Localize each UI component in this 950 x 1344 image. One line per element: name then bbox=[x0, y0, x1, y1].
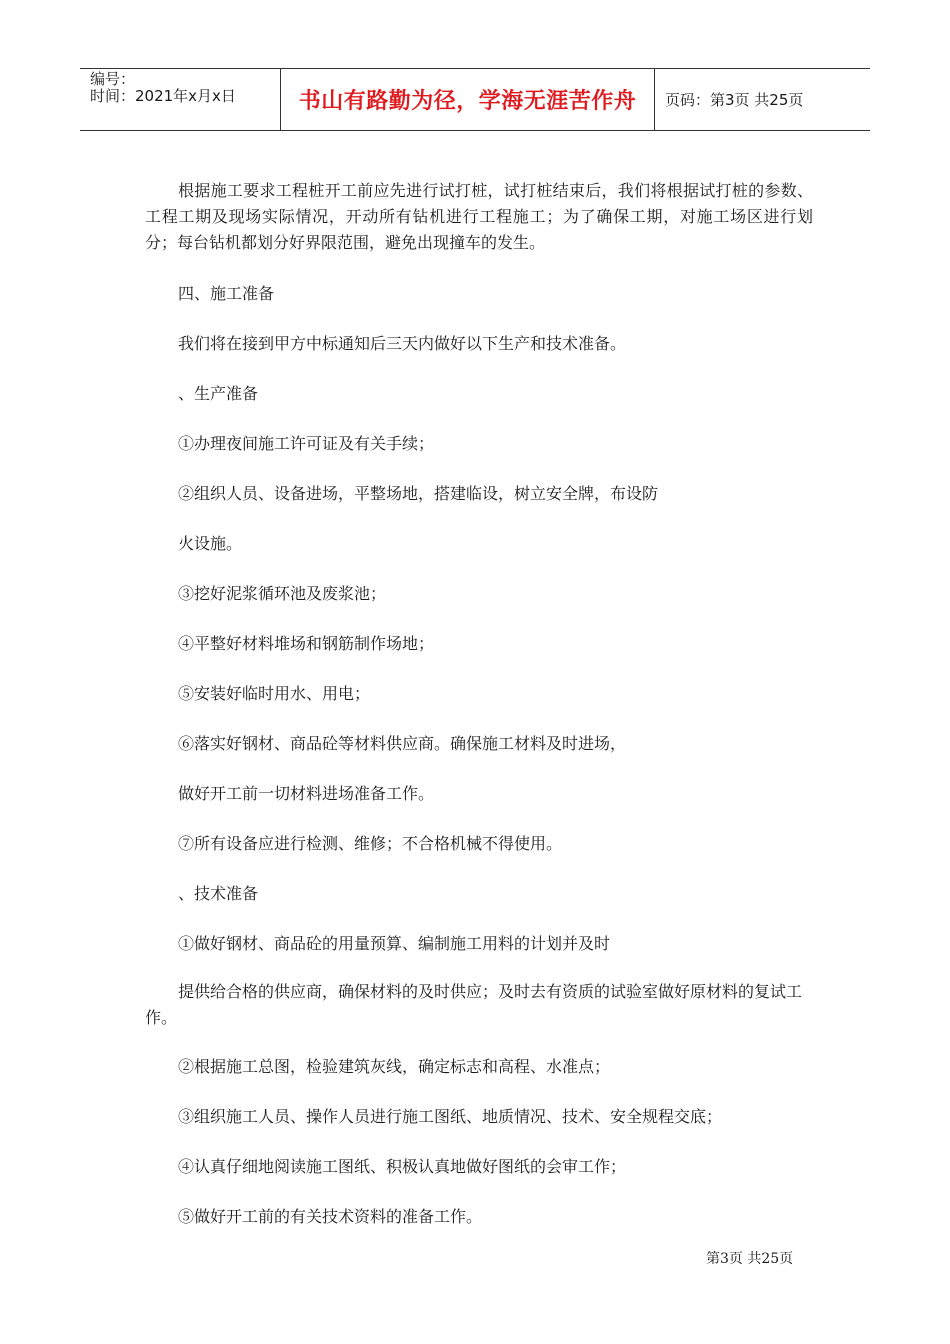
page-header bbox=[80, 68, 870, 131]
list-item-continuation: 提供给合格的供应商，确保材料的及时供应；及时去有资质的试验室做好原材料的复试工作。 bbox=[145, 982, 803, 1027]
list-item: ④认真仔细地阅读施工图纸、积极认真地做好图纸的会审工作； bbox=[178, 1157, 627, 1176]
intro-paragraph-block bbox=[145, 178, 813, 256]
header-meta bbox=[80, 69, 281, 130]
document-time: 时间：2021年x月x日 bbox=[90, 87, 236, 105]
header-motto: 书山有路勤为径，学海无涯苦作舟 bbox=[281, 69, 655, 130]
list-item: ①做好钢材、商品砼的用量预算、编制施工用料的计划并及时 bbox=[178, 934, 611, 953]
subsection-title-production: 、生产准备 bbox=[178, 384, 259, 403]
list-item: ③挖好泥浆循环池及废浆池； bbox=[178, 584, 387, 603]
list-item: ⑦所有设备应进行检测、维修；不合格机械不得使用。 bbox=[178, 834, 563, 853]
list-item-continuation: 做好开工前一切材料进场准备工作。 bbox=[178, 784, 435, 803]
page-footer: 第3页 共25页 bbox=[706, 1251, 794, 1267]
section-intro: 我们将在接到甲方中标通知后三天内做好以下生产和技术准备。 bbox=[178, 334, 627, 353]
list-item: ⑤安装好临时用水、用电； bbox=[178, 684, 371, 703]
list-item: ③组织施工人员、操作人员进行施工图纸、地质情况、技术、安全规程交底； bbox=[178, 1107, 723, 1126]
section-title: 四、施工准备 bbox=[178, 284, 275, 303]
subsection-title-technical: 、技术准备 bbox=[178, 884, 259, 903]
list-item: ②组织人员、设备进场，平整场地，搭建临设，树立安全牌，布设防 bbox=[178, 484, 659, 503]
list-item: ①办理夜间施工许可证及有关手续； bbox=[178, 434, 435, 453]
intro-paragraph: 根据施工要求工程桩开工前应先进行试打桩，试打桩结束后，我们将根据试打桩的参数、工程工期及现场实际情况，开动所有钻机进行工程施工；为了确保工期，对施工场区进行划分；每台钻机都划分好界限范围，避免出现撞车的发生。 bbox=[145, 181, 813, 252]
list-item: ⑤做好开工前的有关技术资料的准备工作。 bbox=[178, 1207, 483, 1226]
document-number: 编号： bbox=[90, 70, 136, 88]
header-page-info: 页码：第3页 共25页 bbox=[665, 91, 804, 109]
list-item: ⑥落实好钢材、商品砼等材料供应商。确保施工材料及时进场， bbox=[178, 734, 627, 753]
list-item: ②根据施工总图，检验建筑灰线，确定标志和高程、水准点； bbox=[178, 1057, 611, 1076]
list-item-continuation: 火设施。 bbox=[178, 534, 243, 553]
list-item: ④平整好材料堆场和钢筋制作场地； bbox=[178, 634, 435, 653]
